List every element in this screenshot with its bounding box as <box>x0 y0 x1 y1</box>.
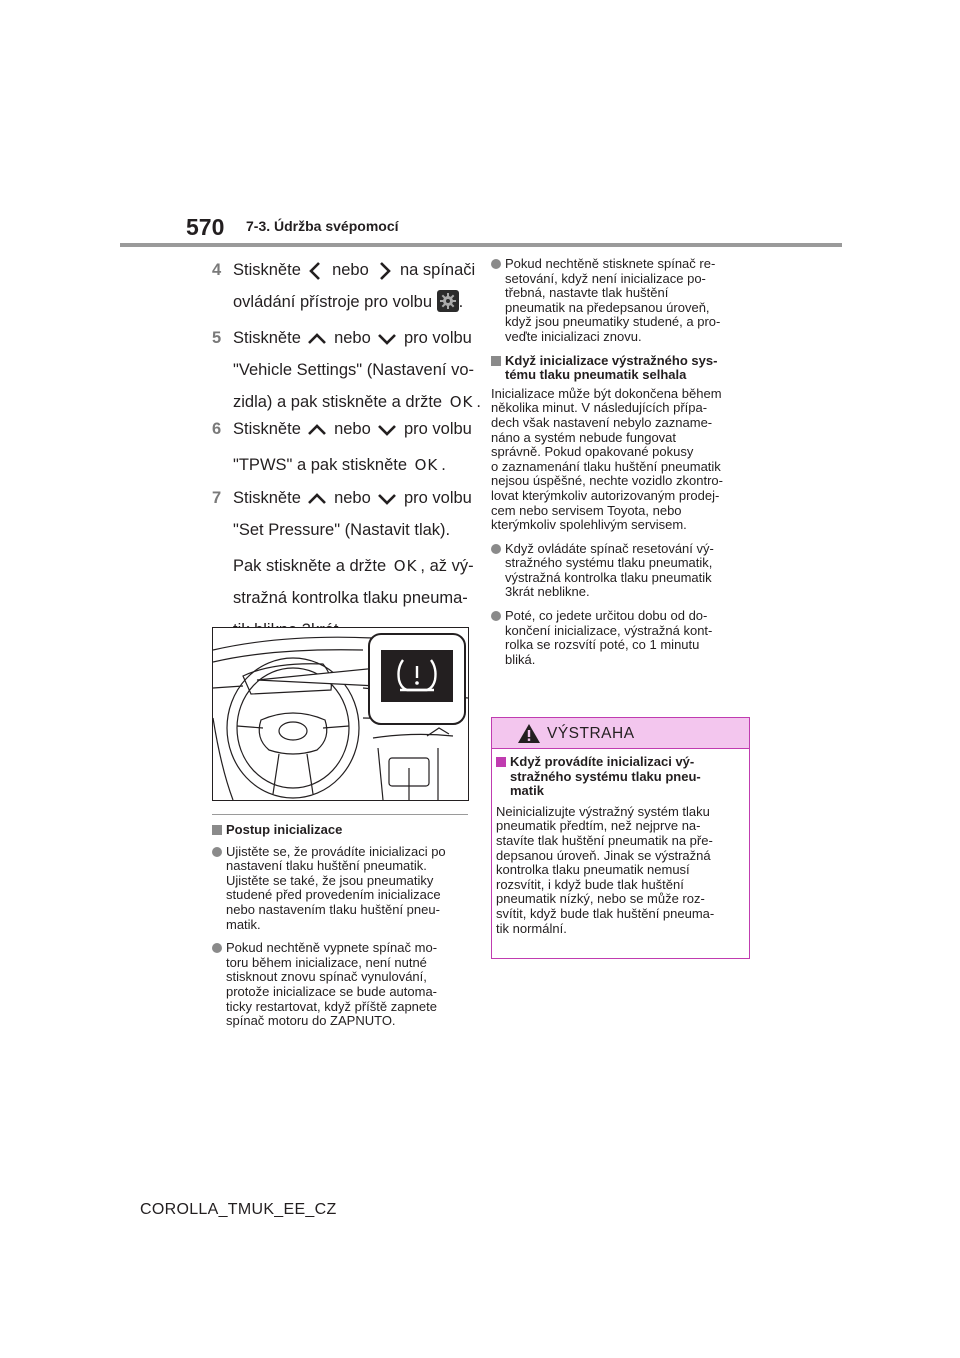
ok-button-symbol: OK <box>414 456 439 474</box>
step-text: Pak stiskněte a držte <box>233 557 387 575</box>
chevron-right-icon <box>373 260 395 282</box>
step-number: 5 <box>212 329 222 347</box>
list-item: Pokud nechtěně stisknete spínač re- setování, když není inicializace po- třebná, nastavte tlak huštění pneumatik na předepsanou úroveň, když jsou pneumatiky studené, a pro- veďte inicializaci znovu. <box>491 257 753 345</box>
step-number: 4 <box>212 261 222 279</box>
step-text: Stiskněte <box>233 261 301 279</box>
step-text: zidla) a pak stiskněte a držte <box>233 393 443 411</box>
section-heading: Když inicializace výstražného sys- tému tlaku pneumatik selhala <box>491 354 753 383</box>
step-text: nebo <box>334 329 371 347</box>
step-text: Stiskněte <box>233 489 301 507</box>
step-text: Stiskněte <box>233 329 301 347</box>
header-divider <box>120 243 842 247</box>
step-text: nebo <box>332 261 369 279</box>
step-text: stražná kontrolka tlaku pneuma- <box>233 589 468 607</box>
warning-box <box>491 717 750 959</box>
step-number: 6 <box>212 420 222 438</box>
chevron-up-icon <box>305 330 329 348</box>
chevron-up-icon <box>305 490 329 508</box>
step-text: "TPWS" a pak stiskněte <box>233 456 408 474</box>
warning-heading: Když provádíte inicializaci vý- stražného systému tlaku pneu- matik <box>496 755 745 799</box>
list-item: Pokud nechtěně vypnete spínač mo- toru během inicializace, není nutné stisknout znovu spínač vynulování, protože inicializace se bude automa- ticky restartovat, když příště zapnete spínač motoru do ZAPNUTO. <box>212 941 472 1029</box>
warning-title: VÝSTRAHA <box>547 725 635 742</box>
ok-button-symbol: OK <box>449 393 474 411</box>
step-text: ovládání přístroje pro volbu <box>233 293 433 311</box>
step-text: pro volbu <box>403 329 472 347</box>
chevron-down-icon <box>375 330 399 348</box>
steering-wheel-drawing <box>213 628 468 800</box>
step-text: Stiskněte <box>233 420 301 438</box>
step-6 <box>212 413 482 481</box>
section-divider <box>212 814 468 815</box>
left-notes <box>212 823 472 1029</box>
chevron-left-icon <box>305 260 327 282</box>
right-notes <box>491 257 753 667</box>
dashboard-illustration <box>212 627 469 801</box>
step-text: nebo <box>334 420 371 438</box>
section-title: 7-3. Údržba svépomocí <box>246 218 399 234</box>
step-text: pro volbu <box>403 420 472 438</box>
step-7 <box>212 482 482 646</box>
step-number: 7 <box>212 489 222 507</box>
step-text: pro volbu <box>403 489 472 507</box>
step-text: , až vý- <box>420 557 474 575</box>
section-heading: Postup inicializace <box>212 823 472 838</box>
list-item: Když ovládáte spínač resetování vý- stražného systému tlaku pneumatik, výstražná kontrolka tlaku pneumatik 3krát neblikne. <box>491 542 753 600</box>
chevron-up-icon <box>305 421 329 439</box>
list-item: Poté, co jedete určitou dobu od do- končení inicializace, výstražná kont- rolka se rozsvítí poté, co 1 minutu bliká. <box>491 609 753 667</box>
step-4 <box>212 254 482 318</box>
step-text: . <box>476 393 481 411</box>
step-text: . <box>441 456 446 474</box>
ok-button-symbol: OK <box>393 557 418 575</box>
paragraph: Inicializace může být dokončena během několika minut. V následujících přípa- dech však nastavení nebylo zazname- náno a systém nebude fungovat správně. Pokud opakované pokusy o zaznamenání tlaku huštění pneumatik nejsou úspěšné, nechte vozidlo zkontro- lovat kterýmkoliv autorizovaným prodej- cem nebo servisem Toyota, nebo kterýmkoliv spolehlivým servisem. <box>491 385 723 533</box>
step-text: "Set Pressure" (Nastavit tlak). <box>233 521 451 539</box>
gear-icon <box>437 290 459 312</box>
warning-header <box>492 718 749 749</box>
step-text: nebo <box>334 489 371 507</box>
step-text: na spínači <box>399 261 476 279</box>
warning-text: Neinicializujte výstražný systém tlaku pneumatik předtím, než nejprve na- stavíte tlak huštění pneumatik na pře- depsanou úroveň. Jinak se výstražná kontrolka tlaku pneumatik nemusí rozsvítit, i když bude tlak huštění pneumatik nízký, nebo se může roz- svítit, když bude tlak huštění pneuma- tik normální. <box>496 803 715 936</box>
list-item: Ujistěte se, že provádíte inicializaci po nastavení tlaku huštění pneumatik. Ujistěte se také, že jsou pneumatiky studené před provedením inicializace nebo nastavením tlaku huštění pneu- matik. <box>212 845 472 933</box>
document-footer: COROLLA_TMUK_EE_CZ <box>140 1201 337 1218</box>
page-number: 570 <box>186 214 225 240</box>
step-text: . <box>458 293 464 311</box>
step-5 <box>212 322 482 418</box>
warning-triangle-icon <box>517 723 541 744</box>
step-text: "Vehicle Settings" (Nastavení vo- <box>233 361 474 379</box>
chevron-down-icon <box>375 421 399 439</box>
chevron-down-icon <box>375 490 399 508</box>
